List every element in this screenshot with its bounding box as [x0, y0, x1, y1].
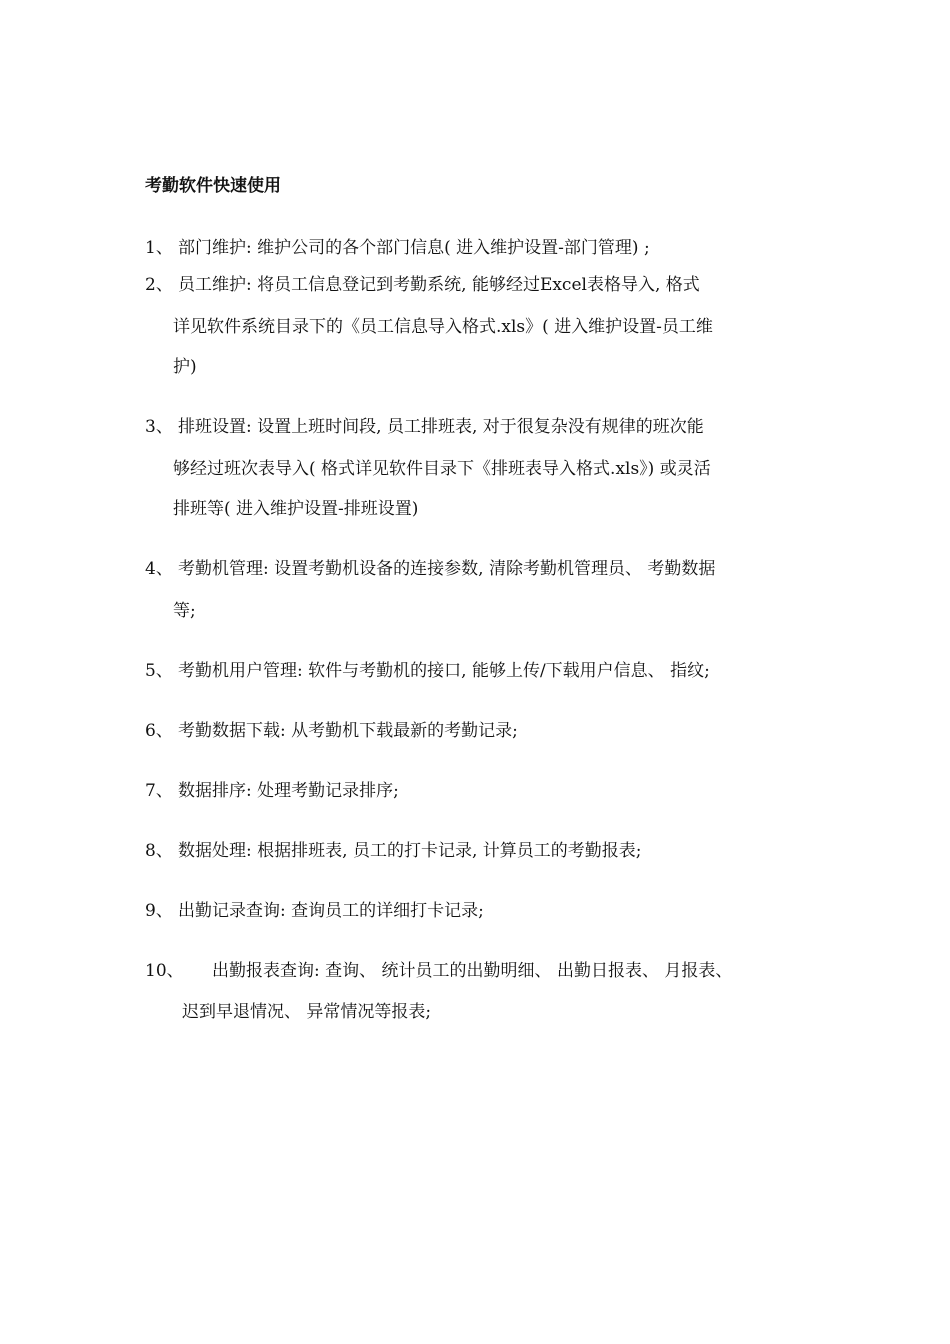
item-text-line: 出勤报表查询: 查询、 统计员工的出勤明细、 出勤日报表、 月报表、 [212, 961, 733, 981]
item-text-line: 护) [173, 357, 197, 377]
item-number: 10、 [145, 961, 184, 981]
item-text-line: 等; [173, 601, 196, 621]
item-number: 3、 [145, 417, 173, 437]
item-number: 8、 [145, 841, 173, 861]
item-text-line: 出勤记录查询: 查询员工的详细打卡记录; [178, 901, 484, 921]
item-number: 2、 [145, 275, 173, 295]
document-title: 考勤软件快速使用 [145, 176, 281, 196]
item-number: 5、 [145, 661, 173, 681]
item-text-line: 部门维护: 维护公司的各个部门信息( 进入维护设置-部门管理) ; [178, 238, 650, 258]
item-text-line: 详见软件系统目录下的《员工信息导入格式.xls》( 进入维护设置-员工维 [173, 317, 713, 337]
item-text-line: 数据排序: 处理考勤记录排序; [178, 781, 399, 801]
item-number: 6、 [145, 721, 173, 741]
item-text-line: 排班设置: 设置上班时间段, 员工排班表, 对于很复杂没有规律的班次能 [178, 417, 704, 437]
item-text-line: 排班等( 进入维护设置-排班设置) [173, 499, 419, 519]
item-number: 9、 [145, 901, 173, 921]
item-number: 4、 [145, 559, 173, 579]
item-text-line: 数据处理: 根据排班表, 员工的打卡记录, 计算员工的考勤报表; [178, 841, 642, 861]
item-text-line: 迟到早退情况、 异常情况等报表; [182, 1002, 432, 1022]
item-number: 7、 [145, 781, 173, 801]
item-text-line: 考勤机管理: 设置考勤机设备的连接参数, 清除考勤机管理员、 考勤数据 [178, 559, 716, 579]
item-text-line: 考勤数据下载: 从考勤机下载最新的考勤记录; [178, 721, 518, 741]
item-number: 1、 [145, 238, 173, 258]
item-text-line: 员工维护: 将员工信息登记到考勤系统, 能够经过Excel表格导入, 格式 [178, 275, 700, 295]
item-text-line: 考勤机用户管理: 软件与考勤机的接口, 能够上传/下载用户信息、 指纹; [178, 661, 710, 681]
item-text-line: 够经过班次表导入( 格式详见软件目录下《排班表导入格式.xls》) 或灵活 [173, 459, 711, 479]
